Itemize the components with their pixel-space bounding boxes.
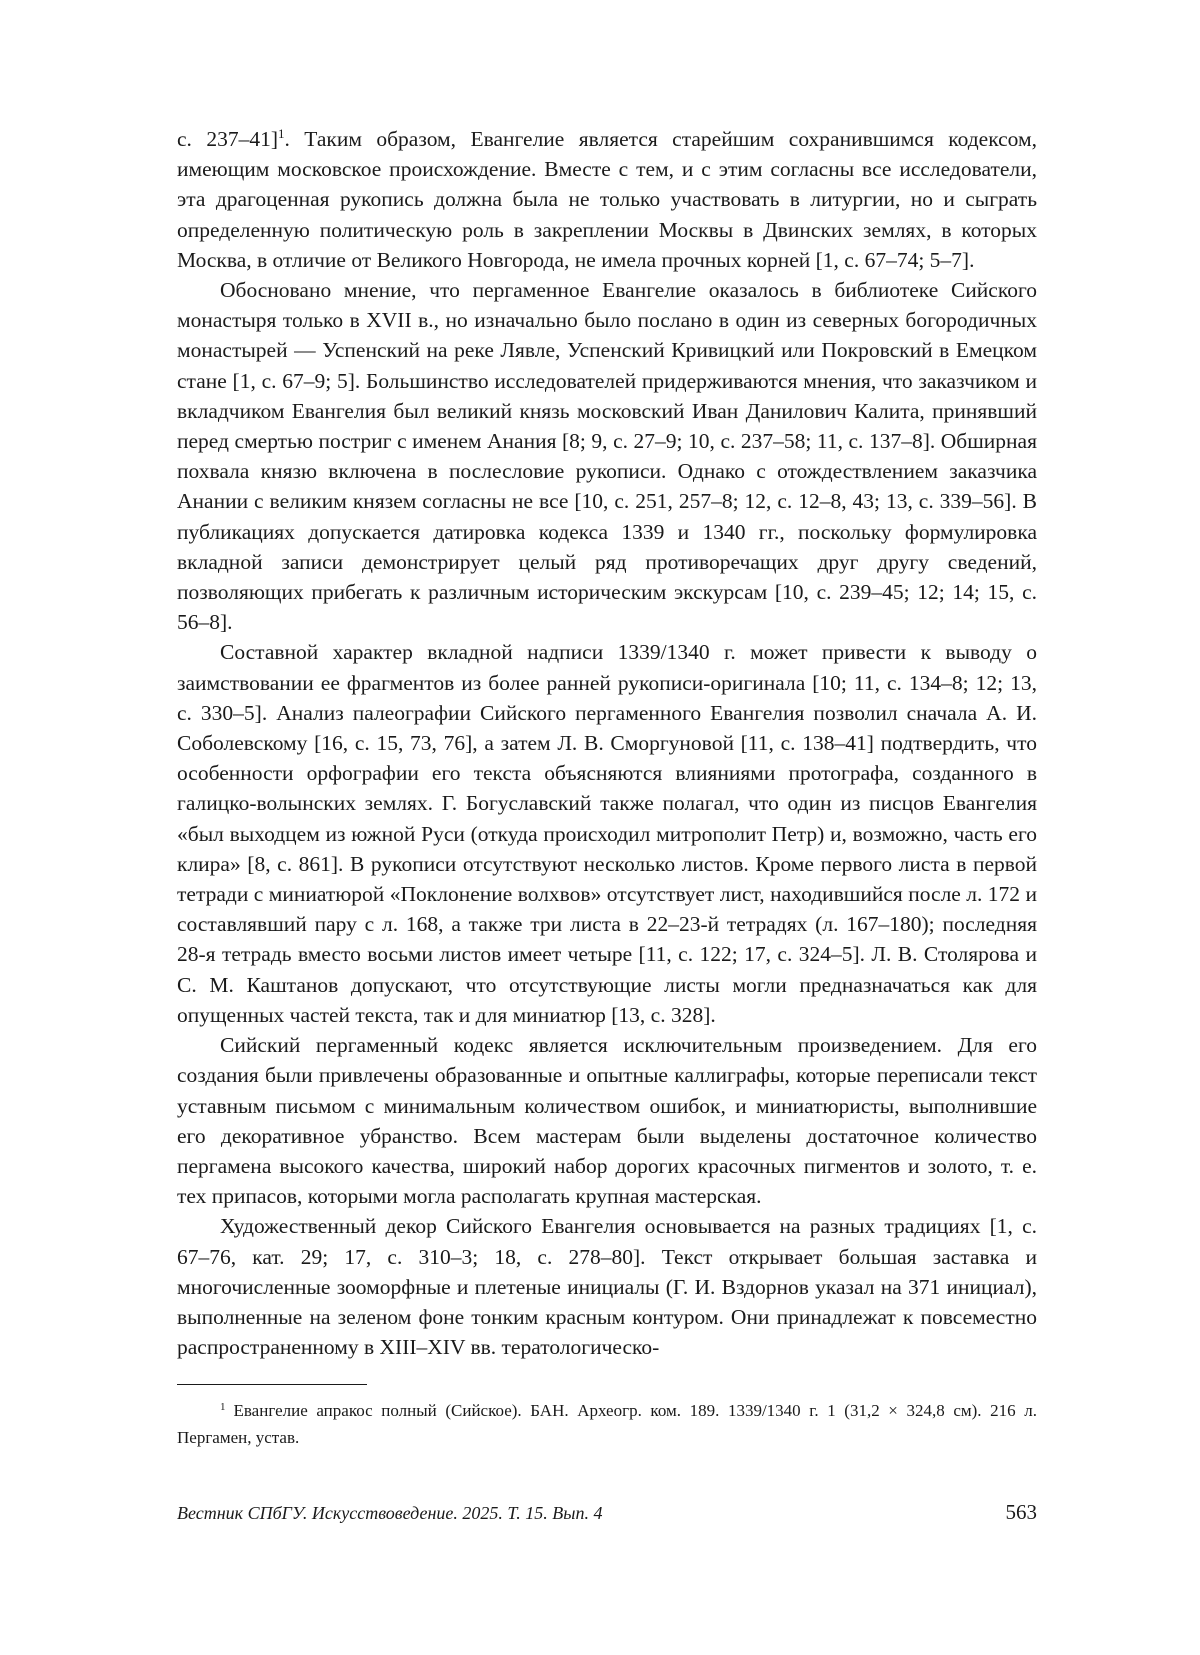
paragraph-3: Составной характер вкладной надписи 1339/1340 г. может привести к выводу о заимствовании ее фрагментов из более ранней рукописи-оригинала [10; 11, с. 134–8; 12; 13, с. 330–5]. Анализ палеографии Сийского пергаменного Евангелия позволил сначала А. И. Соболевскому [16, с. 15, 73, 76], а затем Л. В. Сморгуновой [11, с. 138–41] подтвердить, что особенности орфографии его текста объясняются влияниями протографа, созданного в галицко-волынских землях. Г. Богуславский также полагал, что один из писцов Евангелия «был выходцем из южной Руси (откуда происходил митрополит Петр) и, возможно, часть его клира» [8, с. 861]. В рукописи отсутствуют несколько листов. Кроме первого листа в первой тетради с миниатюрой «Поклонение волхвов» отсутствует лист, находившийся после л. 172 и составлявший пару с л. 168, а также три листа в 22–23-й тетрадях (л. 167–180); последняя 28-я тетрадь вместо восьми листов имеет четыре [11, с. 122; 17, с. 324–5]. Л. В. Столярова и С. М. Каштанов допускают, что отсутствующие листы могли предназначаться как для опущенных частей текста, так и для миниатюр [13, с. 328]. <box>177 640 1037 1027</box>
page-number: 563 <box>1005 1500 1037 1524</box>
paragraph-1 <box>177 124 1037 275</box>
paragraph-1-rest: . Таким образом, Евангелие является старейшим сохранившимся кодексом, имеющим московское происхождение. Вместе с тем, и с этим согласны все исследователи, эта драгоценная рукопись должна была не только участвовать в литургии, но и сыграть определенную политическую роль в закреплении Москвы в Двинских землях, в которых Москва, в отличие от Великого Новгорода, не имела прочных корней [1, с. 67–74; 5–7]. <box>177 127 1037 272</box>
footnote-reference[interactable]: 1 <box>277 125 285 141</box>
running-footer <box>177 1500 1037 1525</box>
paragraph-1-lead: с. 237–41] <box>177 127 278 151</box>
journal-citation: Вестник СПбГУ. Искусствоведение. 2025. Т. 15. Вып. 4 <box>177 1503 603 1523</box>
article-body <box>177 124 1037 1362</box>
paragraph-4: Сийский пергаменный кодекс является исключительным произведением. Для его создания были привлечены образованные и опытные каллиграфы, которые переписали текст уставным письмом с минимальным количеством ошибок, и миниатюристы, выполнившие его декоративное убранство. Всем мастерам были выделены достаточное количество пергамена высокого качества, широкий набор дорогих красочных пигментов и золото, т. е. тех припасов, которыми могла располагать крупная мастерская. <box>177 1033 1037 1209</box>
footnote-divider <box>177 1384 367 1385</box>
paragraph-5: Художественный декор Сийского Евангелия основывается на разных традициях [1, с. 67–76, кат. 29; 17, с. 310–3; 18, с. 278–80]. Текст открывает большая заставка и многочисленные зооморфные и плетеные инициалы (Г. И. Вздорнов указал на 371 инициал), выполненные на зеленом фоне тонким красным контуром. Они принадлежат к повсеместно распространенному в XIII–XIV вв. тератологическо- <box>177 1214 1037 1360</box>
page <box>177 124 1037 1451</box>
footnote <box>177 1397 1037 1451</box>
paragraph-2: Обосновано мнение, что пергаменное Евангелие оказалось в библиотеке Сийского монастыря только в XVII в., но изначально было послано в один из северных богородичных монастырей — Успенский на реке Лявле, Успенский Кривицкий или Покровский в Емецком стане [1, с. 67–9; 5]. Большинство исследователей придерживаются мнения, что заказчиком и вкладчиком Евангелия был великий князь московский Иван Данилович Калита, принявший перед смертью постриг с именем Анания [8; 9, с. 27–9; 10, с. 237–58; 11, с. 137–8]. Обширная похвала князю включена в послесловие рукописи. Однако с отождествлением заказчика Анании с великим князем согласны не все [10, с. 251, 257–8; 12, с. 12–8, 43; 13, с. 339–56]. В публикациях допускается датировка кодекса 1339 и 1340 гг., поскольку формулировка вкладной записи демонстрирует целый ряд противоречащих друг другу сведений, позволяющих прибегать к различным историческим экскурсам [10, с. 239–45; 12; 14; 15, с. 56–8]. <box>177 278 1037 635</box>
footnote-marker: 1 <box>220 1400 226 1413</box>
footnote-text: Евангелие апракос полный (Сийское). БАН. Археогр. ком. 189. 1339/1340 г. 1 (31,2 × 324,8 см). 216 л. Пергамен, устав. <box>177 1401 1037 1448</box>
